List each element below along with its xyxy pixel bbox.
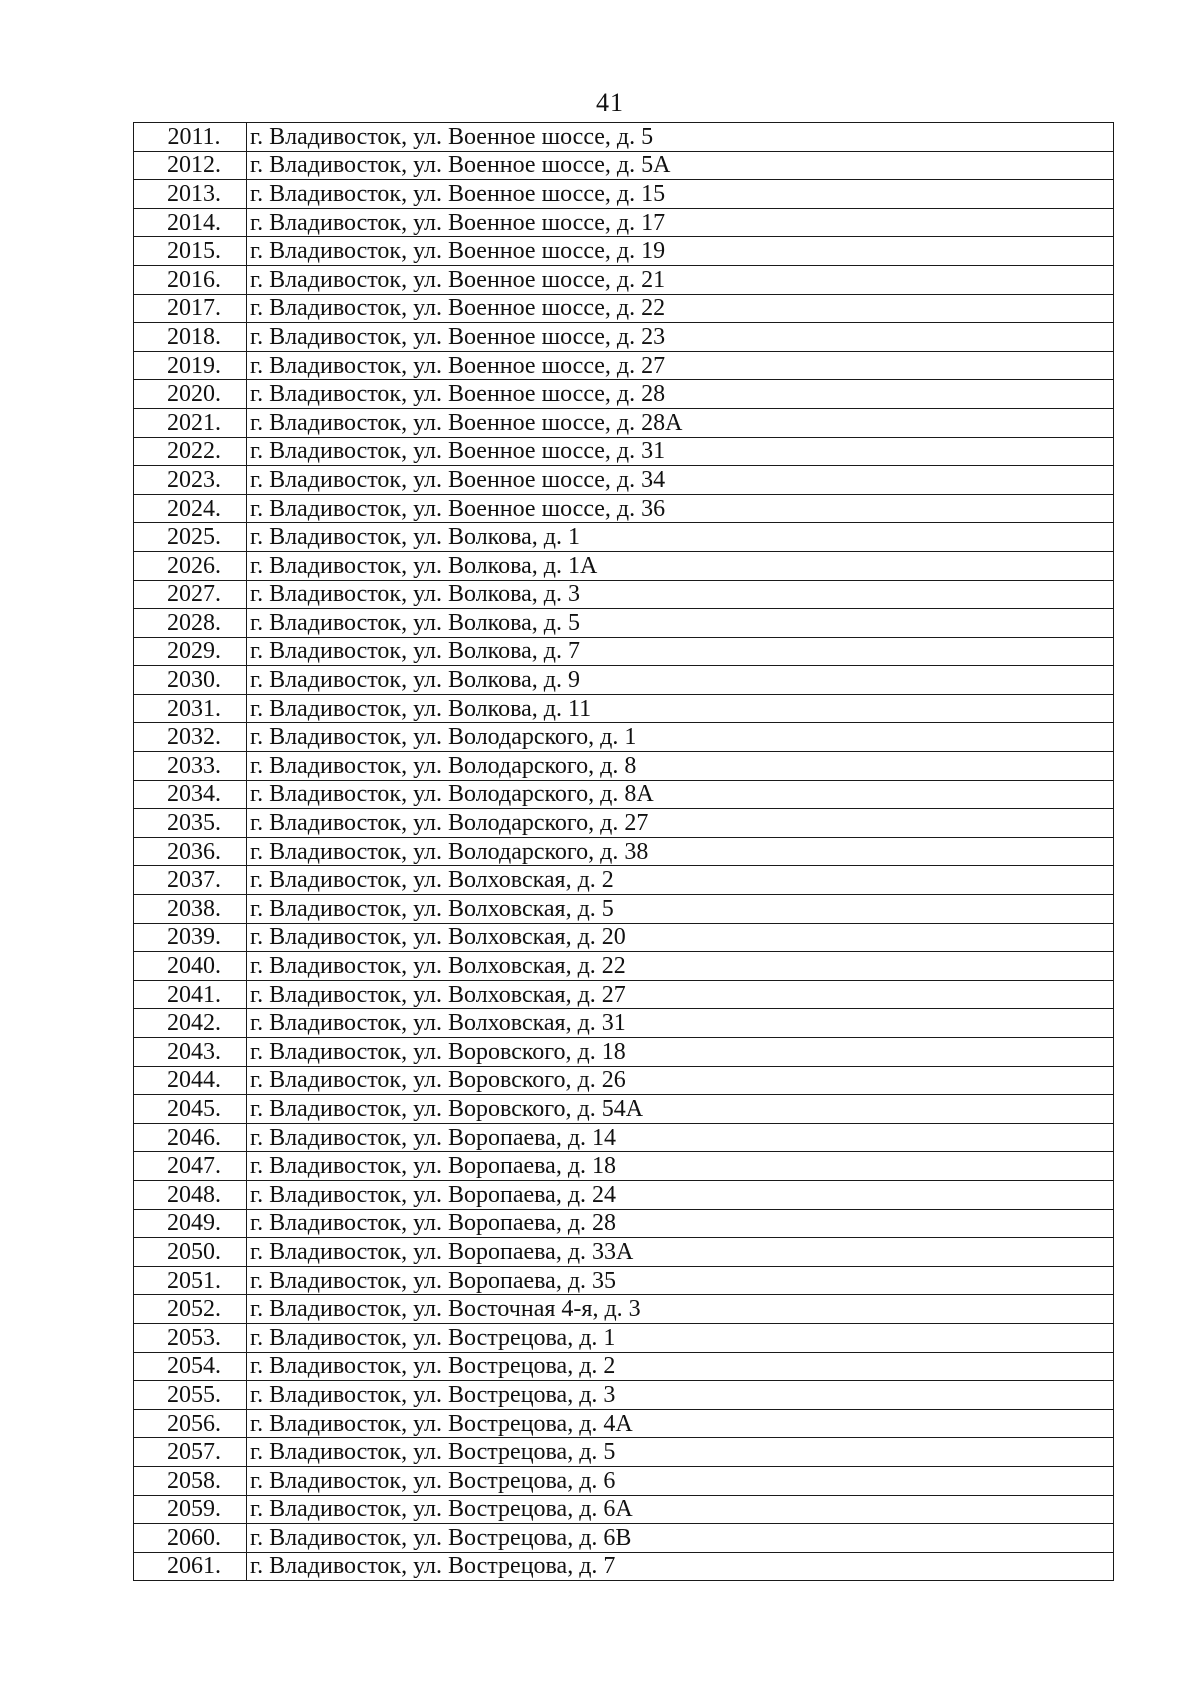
- row-number: 2036.: [134, 837, 247, 866]
- row-address: г. Владивосток, ул. Волкова, д. 5: [247, 609, 1114, 638]
- table-row: [134, 1266, 1114, 1295]
- row-number: 2034.: [134, 780, 247, 809]
- table-row: [134, 580, 1114, 609]
- row-address: г. Владивосток, ул. Военное шоссе, д. 34: [247, 466, 1114, 495]
- row-number: 2035.: [134, 809, 247, 838]
- row-number: 2037.: [134, 866, 247, 895]
- row-address: г. Владивосток, ул. Воропаева, д. 33А: [247, 1238, 1114, 1267]
- row-address: г. Владивосток, ул. Вострецова, д. 4А: [247, 1409, 1114, 1438]
- row-address: г. Владивосток, ул. Воропаева, д. 18: [247, 1152, 1114, 1181]
- row-address: г. Владивосток, ул. Военное шоссе, д. 28А: [247, 408, 1114, 437]
- row-address: г. Владивосток, ул. Володарского, д. 27: [247, 809, 1114, 838]
- table-row: [134, 1152, 1114, 1181]
- row-number: 2052.: [134, 1295, 247, 1324]
- row-number: 2015.: [134, 237, 247, 266]
- table-row: [134, 1123, 1114, 1152]
- row-address: г. Владивосток, ул. Воропаева, д. 14: [247, 1123, 1114, 1152]
- row-number: 2023.: [134, 466, 247, 495]
- row-address: г. Владивосток, ул. Воровского, д. 26: [247, 1066, 1114, 1095]
- row-number: 2026.: [134, 551, 247, 580]
- row-number: 2061.: [134, 1552, 247, 1581]
- table-row: [134, 666, 1114, 695]
- row-number: 2018.: [134, 323, 247, 352]
- row-address: г. Владивосток, ул. Володарского, д. 8А: [247, 780, 1114, 809]
- table-row: [134, 551, 1114, 580]
- row-address: г. Владивосток, ул. Волховская, д. 20: [247, 923, 1114, 952]
- table-row: [134, 494, 1114, 523]
- row-number: 2056.: [134, 1409, 247, 1438]
- row-number: 2057.: [134, 1438, 247, 1467]
- table-row: [134, 1180, 1114, 1209]
- row-number: 2014.: [134, 208, 247, 237]
- row-address: г. Владивосток, ул. Воропаева, д. 28: [247, 1209, 1114, 1238]
- row-address: г. Владивосток, ул. Вострецова, д. 2: [247, 1352, 1114, 1381]
- row-address: г. Владивосток, ул. Волкова, д. 1: [247, 523, 1114, 552]
- row-number: 2022.: [134, 437, 247, 466]
- table-row: [134, 1381, 1114, 1410]
- table-row: [134, 466, 1114, 495]
- row-address: г. Владивосток, ул. Военное шоссе, д. 27: [247, 351, 1114, 380]
- row-number: 2033.: [134, 752, 247, 781]
- table-row: [134, 1238, 1114, 1267]
- row-number: 2059.: [134, 1495, 247, 1524]
- row-number: 2050.: [134, 1238, 247, 1267]
- row-address: г. Владивосток, ул. Володарского, д. 8: [247, 752, 1114, 781]
- row-address: г. Владивосток, ул. Вострецова, д. 6А: [247, 1495, 1114, 1524]
- table-row: [134, 523, 1114, 552]
- row-number: 2041.: [134, 980, 247, 1009]
- table-row: [134, 237, 1114, 266]
- row-address: г. Владивосток, ул. Волховская, д. 22: [247, 952, 1114, 981]
- row-address: г. Владивосток, ул. Вострецова, д. 1: [247, 1323, 1114, 1352]
- row-number: 2051.: [134, 1266, 247, 1295]
- table-row: [134, 408, 1114, 437]
- row-address: г. Владивосток, ул. Воропаева, д. 24: [247, 1180, 1114, 1209]
- row-address: г. Владивосток, ул. Военное шоссе, д. 21: [247, 265, 1114, 294]
- row-address: г. Владивосток, ул. Вострецова, д. 3: [247, 1381, 1114, 1410]
- table-row: [134, 752, 1114, 781]
- table-row: [134, 151, 1114, 180]
- row-number: 2017.: [134, 294, 247, 323]
- row-number: 2039.: [134, 923, 247, 952]
- table-row: [134, 723, 1114, 752]
- row-number: 2060.: [134, 1524, 247, 1553]
- table-row: [134, 609, 1114, 638]
- table-row: [134, 208, 1114, 237]
- row-address: г. Владивосток, ул. Военное шоссе, д. 19: [247, 237, 1114, 266]
- row-number: 2042.: [134, 1009, 247, 1038]
- row-number: 2040.: [134, 952, 247, 981]
- row-number: 2019.: [134, 351, 247, 380]
- table-row: [134, 1524, 1114, 1553]
- row-number: 2053.: [134, 1323, 247, 1352]
- row-address: г. Владивосток, ул. Военное шоссе, д. 15: [247, 180, 1114, 209]
- row-address: г. Владивосток, ул. Вострецова, д. 6В: [247, 1524, 1114, 1553]
- row-number: 2058.: [134, 1466, 247, 1495]
- row-address: г. Владивосток, ул. Волкова, д. 9: [247, 666, 1114, 695]
- row-number: 2048.: [134, 1180, 247, 1209]
- table-row: [134, 1009, 1114, 1038]
- row-number: 2012.: [134, 151, 247, 180]
- table-row: [134, 1066, 1114, 1095]
- row-number: 2044.: [134, 1066, 247, 1095]
- table-row: [134, 1095, 1114, 1124]
- row-address: г. Владивосток, ул. Военное шоссе, д. 28: [247, 380, 1114, 409]
- row-address: г. Владивосток, ул. Военное шоссе, д. 5: [247, 123, 1114, 152]
- row-number: 2024.: [134, 494, 247, 523]
- address-table-body: [134, 123, 1114, 1581]
- row-number: 2038.: [134, 895, 247, 924]
- table-row: [134, 1438, 1114, 1467]
- row-address: г. Владивосток, ул. Военное шоссе, д. 5А: [247, 151, 1114, 180]
- table-row: [134, 1352, 1114, 1381]
- row-address: г. Владивосток, ул. Волховская, д. 31: [247, 1009, 1114, 1038]
- row-number: 2013.: [134, 180, 247, 209]
- row-address: г. Владивосток, ул. Военное шоссе, д. 36: [247, 494, 1114, 523]
- row-address: г. Владивосток, ул. Вострецова, д. 6: [247, 1466, 1114, 1495]
- row-number: 2025.: [134, 523, 247, 552]
- table-row: [134, 866, 1114, 895]
- address-table: [133, 122, 1114, 1581]
- table-row: [134, 1209, 1114, 1238]
- row-number: 2049.: [134, 1209, 247, 1238]
- table-row: [134, 294, 1114, 323]
- row-address: г. Владивосток, ул. Воропаева, д. 35: [247, 1266, 1114, 1295]
- table-row: [134, 265, 1114, 294]
- table-row: [134, 1495, 1114, 1524]
- table-row: [134, 923, 1114, 952]
- row-number: 2047.: [134, 1152, 247, 1181]
- table-row: [134, 809, 1114, 838]
- table-row: [134, 1295, 1114, 1324]
- table-row: [134, 694, 1114, 723]
- row-number: 2046.: [134, 1123, 247, 1152]
- row-address: г. Владивосток, ул. Военное шоссе, д. 17: [247, 208, 1114, 237]
- row-address: г. Владивосток, ул. Вострецова, д. 5: [247, 1438, 1114, 1467]
- table-row: [134, 380, 1114, 409]
- row-number: 2054.: [134, 1352, 247, 1381]
- table-row: [134, 351, 1114, 380]
- table-row: [134, 180, 1114, 209]
- row-number: 2030.: [134, 666, 247, 695]
- row-number: 2027.: [134, 580, 247, 609]
- table-row: [134, 780, 1114, 809]
- table-row: [134, 437, 1114, 466]
- table-row: [134, 952, 1114, 981]
- row-address: г. Владивосток, ул. Вострецова, д. 7: [247, 1552, 1114, 1581]
- table-row: [134, 895, 1114, 924]
- table-row: [134, 980, 1114, 1009]
- table-row: [134, 323, 1114, 352]
- row-address: г. Владивосток, ул. Военное шоссе, д. 22: [247, 294, 1114, 323]
- row-number: 2045.: [134, 1095, 247, 1124]
- table-row: [134, 1323, 1114, 1352]
- row-address: г. Владивосток, ул. Военное шоссе, д. 31: [247, 437, 1114, 466]
- row-number: 2021.: [134, 408, 247, 437]
- table-row: [134, 1038, 1114, 1067]
- row-address: г. Владивосток, ул. Волкова, д. 3: [247, 580, 1114, 609]
- table-row: [134, 1466, 1114, 1495]
- row-number: 2028.: [134, 609, 247, 638]
- row-address: г. Владивосток, ул. Волховская, д. 2: [247, 866, 1114, 895]
- row-number: 2016.: [134, 265, 247, 294]
- row-address: г. Владивосток, ул. Волкова, д. 11: [247, 694, 1114, 723]
- row-number: 2032.: [134, 723, 247, 752]
- row-address: г. Владивосток, ул. Воровского, д. 18: [247, 1038, 1114, 1067]
- row-address: г. Владивосток, ул. Волкова, д. 7: [247, 637, 1114, 666]
- table-row: [134, 837, 1114, 866]
- row-address: г. Владивосток, ул. Военное шоссе, д. 23: [247, 323, 1114, 352]
- table-row: [134, 123, 1114, 152]
- row-address: г. Владивосток, ул. Володарского, д. 1: [247, 723, 1114, 752]
- row-number: 2011.: [134, 123, 247, 152]
- table-row: [134, 1409, 1114, 1438]
- table-row: [134, 637, 1114, 666]
- row-address: г. Владивосток, ул. Волховская, д. 27: [247, 980, 1114, 1009]
- row-number: 2029.: [134, 637, 247, 666]
- row-number: 2020.: [134, 380, 247, 409]
- page-number: 41: [596, 88, 624, 117]
- row-address: г. Владивосток, ул. Восточная 4-я, д. 3: [247, 1295, 1114, 1324]
- row-address: г. Владивосток, ул. Волховская, д. 5: [247, 895, 1114, 924]
- row-address: г. Владивосток, ул. Волкова, д. 1А: [247, 551, 1114, 580]
- row-number: 2043.: [134, 1038, 247, 1067]
- row-address: г. Владивосток, ул. Воровского, д. 54А: [247, 1095, 1114, 1124]
- row-address: г. Владивосток, ул. Володарского, д. 38: [247, 837, 1114, 866]
- row-number: 2031.: [134, 694, 247, 723]
- table-row: [134, 1552, 1114, 1581]
- row-number: 2055.: [134, 1381, 247, 1410]
